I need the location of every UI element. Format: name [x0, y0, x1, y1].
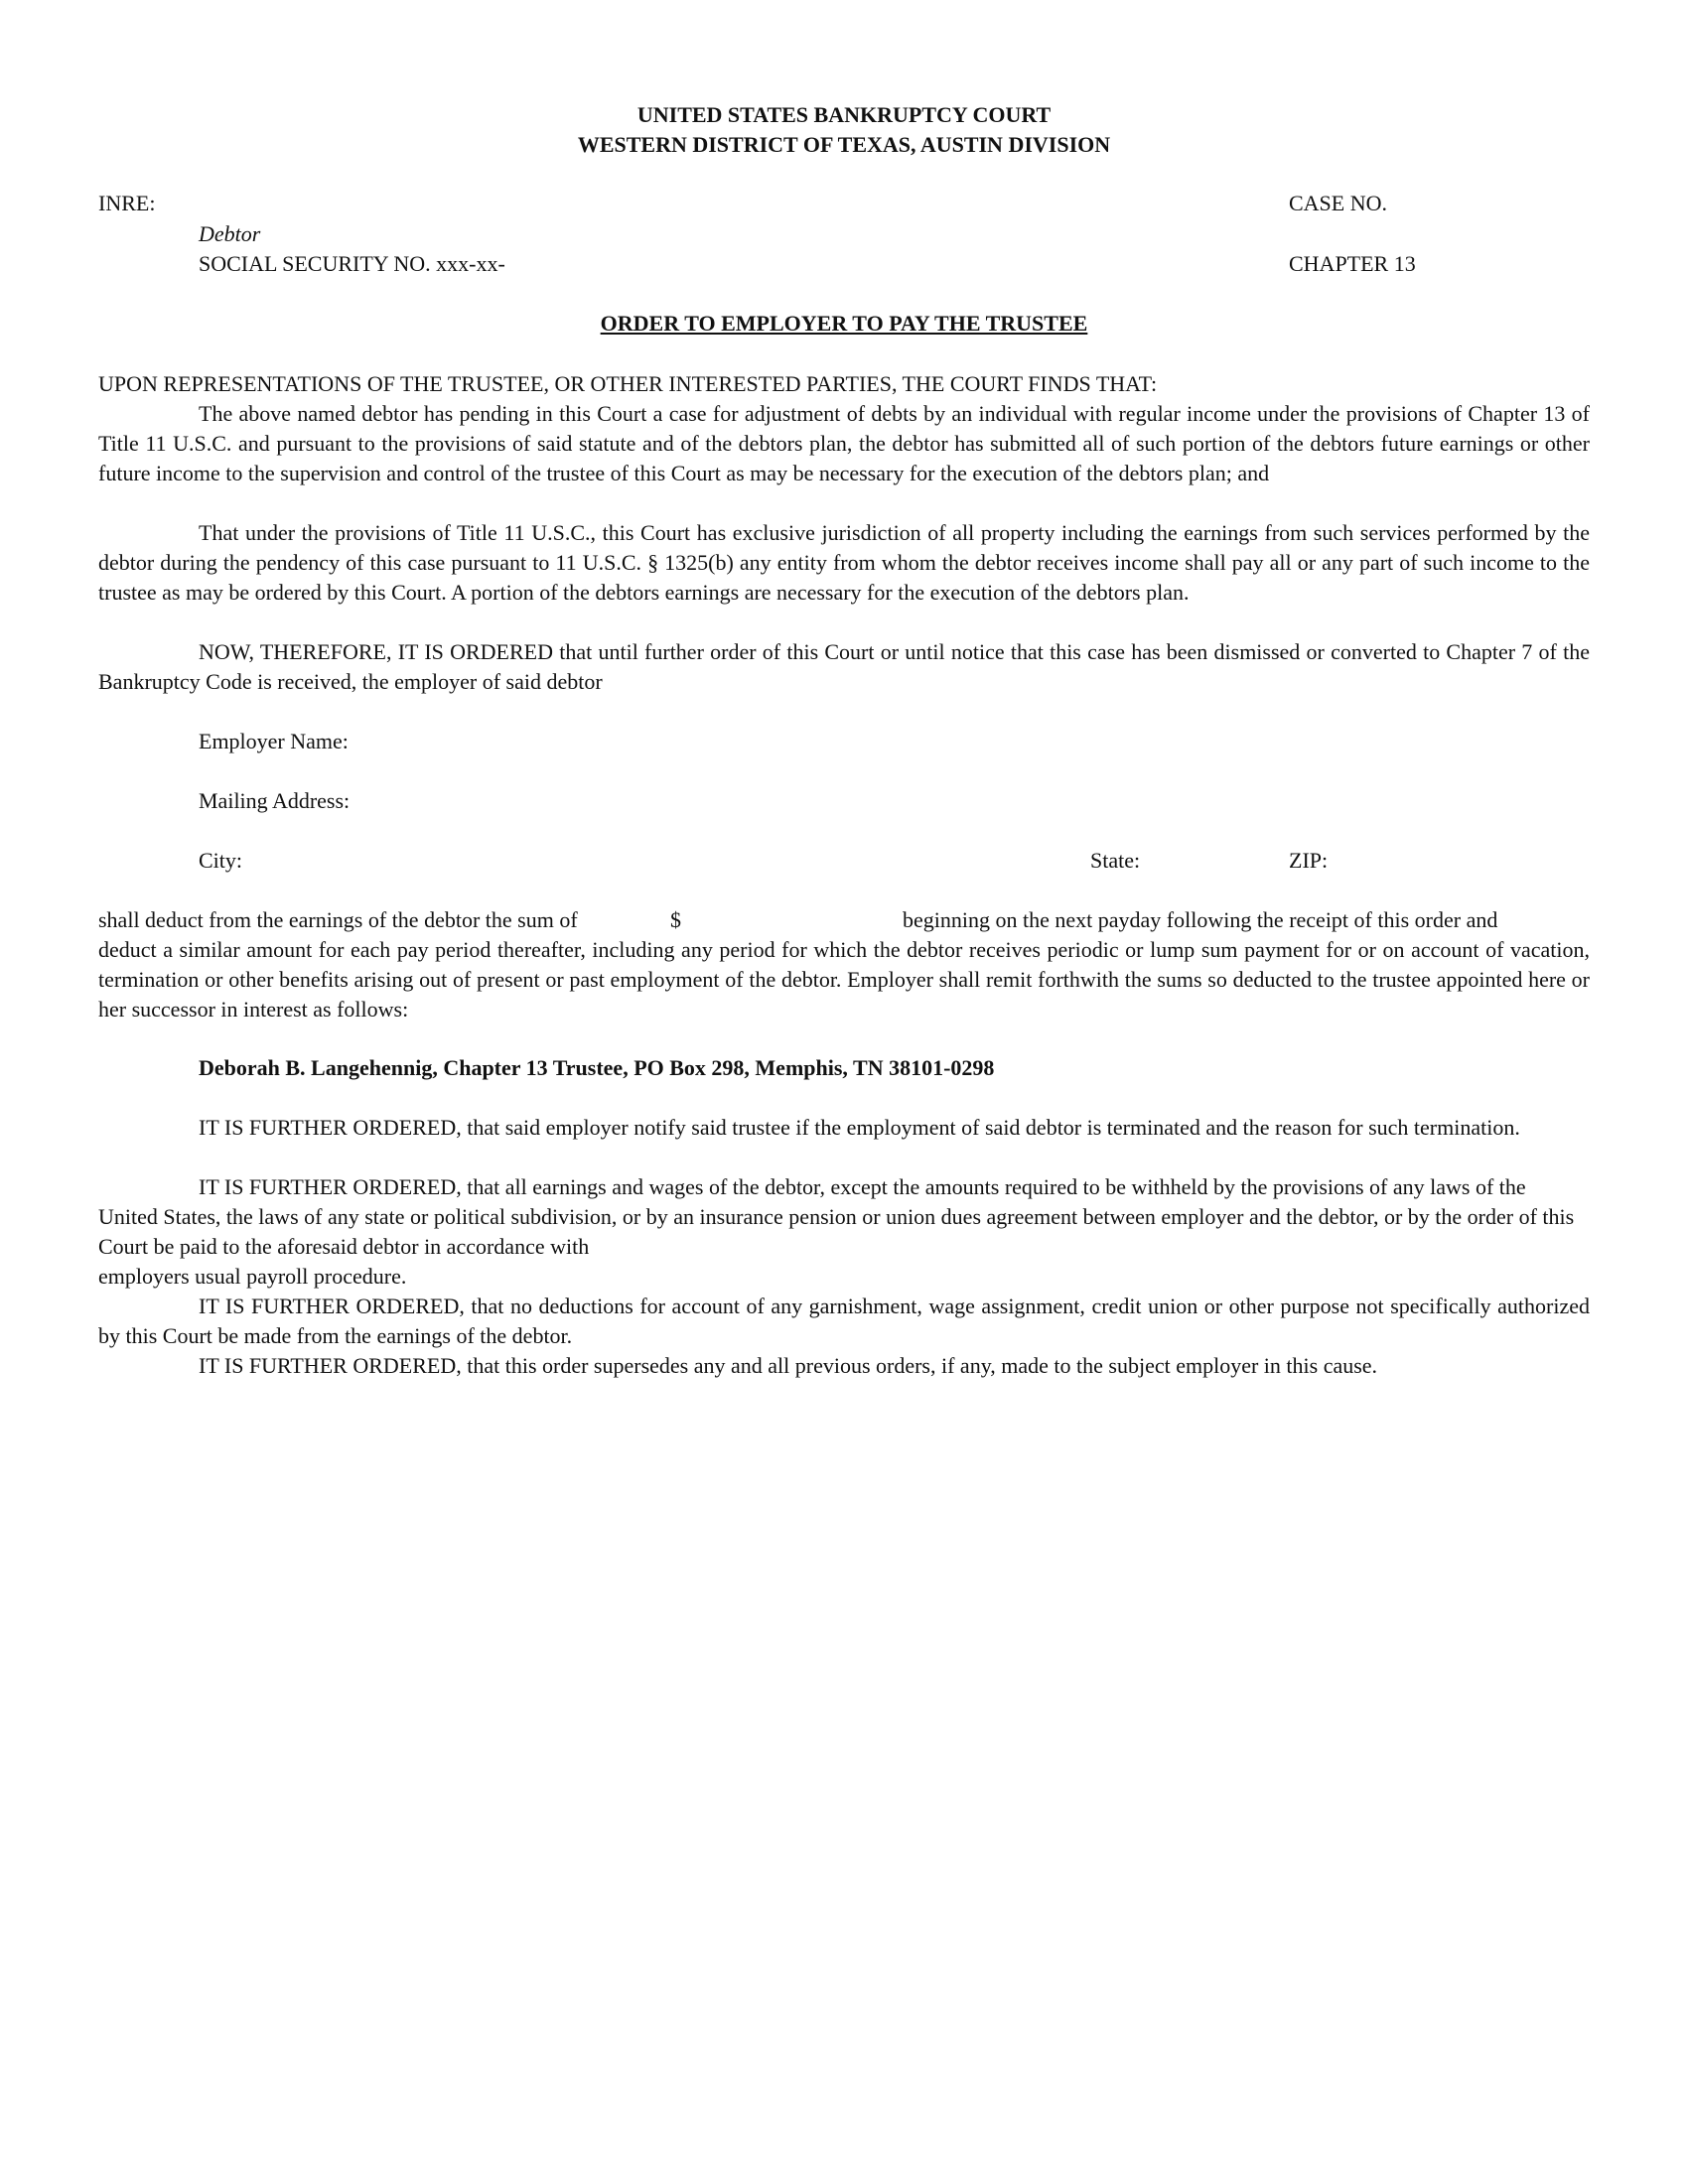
ssn-label: SOCIAL SECURITY NO. xxx-xx-: [199, 251, 505, 276]
findings-intro: UPON REPRESENTATIONS OF THE TRUSTEE, OR OTHER INTERESTED PARTIES, THE COURT FINDS THAT:: [98, 371, 1158, 396]
deduction-line1-end: beginning on the next payday following the receipt of this order and: [903, 907, 1498, 932]
further-order-2-continued: employers usual payroll procedure.: [98, 1264, 407, 1289]
in-re-label: INRE:: [98, 191, 156, 215]
order-title: ORDER TO EMPLOYER TO PAY THE TRUSTEE: [600, 311, 1088, 336]
zip-label: ZIP:: [1289, 848, 1329, 873]
finding-paragraph-1: The above named debtor has pending in this Court a case for adjustment of debts by an individual with regular income under the provisions of Chapter 13 of Title 11 U.S.C. and pursuant to the provisions of said statute and of the debtors plan, the debtor has submitted all of such portion of the debtors future earnings or other future income to the supervision and control of the trustee of this Court as may be necessary for the execution of the debtors plan; and: [98, 401, 1590, 485]
deduction-prefix: shall deduct from the earnings of the debtor the sum of: [98, 907, 578, 932]
further-order-3: IT IS FURTHER ORDERED, that no deductions for account of any garnishment, wage assignment, credit union or other purpose not specifically authorized by this Court be made from the earnings of the debtor.: [98, 1294, 1590, 1348]
currency-symbol: $: [670, 907, 681, 932]
mailing-address-label: Mailing Address:: [199, 788, 351, 813]
case-number-label: CASE NO.: [1289, 191, 1388, 215]
finding-paragraph-2: That under the provisions of Title 11 U.S.C., this Court has exclusive jurisdiction of all property including the earnings from such services performed by the debtor during the pendency of this case pursuant to 11 U.S.C. § 1325(b) any entity from whom the debtor receives income shall pay all or any part of such income to the trustee as may be ordered by this Court. A portion of the debtors earnings are necessary for the execution of the debtors plan.: [98, 520, 1590, 605]
further-order-1: IT IS FURTHER ORDERED, that said employer notify said trustee if the employment of said debtor is terminated and the reason for such termination.: [199, 1115, 1520, 1140]
debtor-label: Debtor: [199, 221, 261, 246]
deduction-paragraph: deduct a similar amount for each pay period thereafter, including any period for which the debtor receives periodic or lump sum payment for or on account of vacation, termination or other benefits arising out of present or past employment of the debtor. Employer shall remit forthwith the sums so deducted to the trustee appointed here or her successor in interest as follows:: [98, 937, 1590, 1022]
chapter-label: CHAPTER 13: [1289, 251, 1416, 276]
state-label: State:: [1090, 848, 1141, 873]
order-paragraph: NOW, THEREFORE, IT IS ORDERED that until further order of this Court or until notice that this case has been dismissed or converted to Chapter 7 of the Bankruptcy Code is received, the employer of said debtor: [98, 639, 1590, 694]
further-order-2: IT IS FURTHER ORDERED, that all earnings and wages of the debtor, except the amounts required to be withheld by the provisions of any laws of the United States, the laws of any state or political subdivision, or by an insurance pension or union dues agreement between employer and the debtor, or by the order of this Court be paid to the aforesaid debtor in accordance with: [98, 1174, 1575, 1259]
court-name: UNITED STATES BANKRUPTCY COURT: [636, 102, 1052, 127]
employer-name-label: Employer Name:: [199, 729, 349, 753]
trustee-address: Deborah B. Langehennig, Chapter 13 Trustee, PO Box 298, Memphis, TN 38101-0298: [199, 1055, 995, 1080]
city-label: City:: [199, 848, 243, 873]
further-order-4: IT IS FURTHER ORDERED, that this order supersedes any and all previous orders, if any, made to the subject employer in this cause.: [199, 1353, 1378, 1378]
court-district: WESTERN DISTRICT OF TEXAS, AUSTIN DIVISION: [577, 132, 1111, 157]
